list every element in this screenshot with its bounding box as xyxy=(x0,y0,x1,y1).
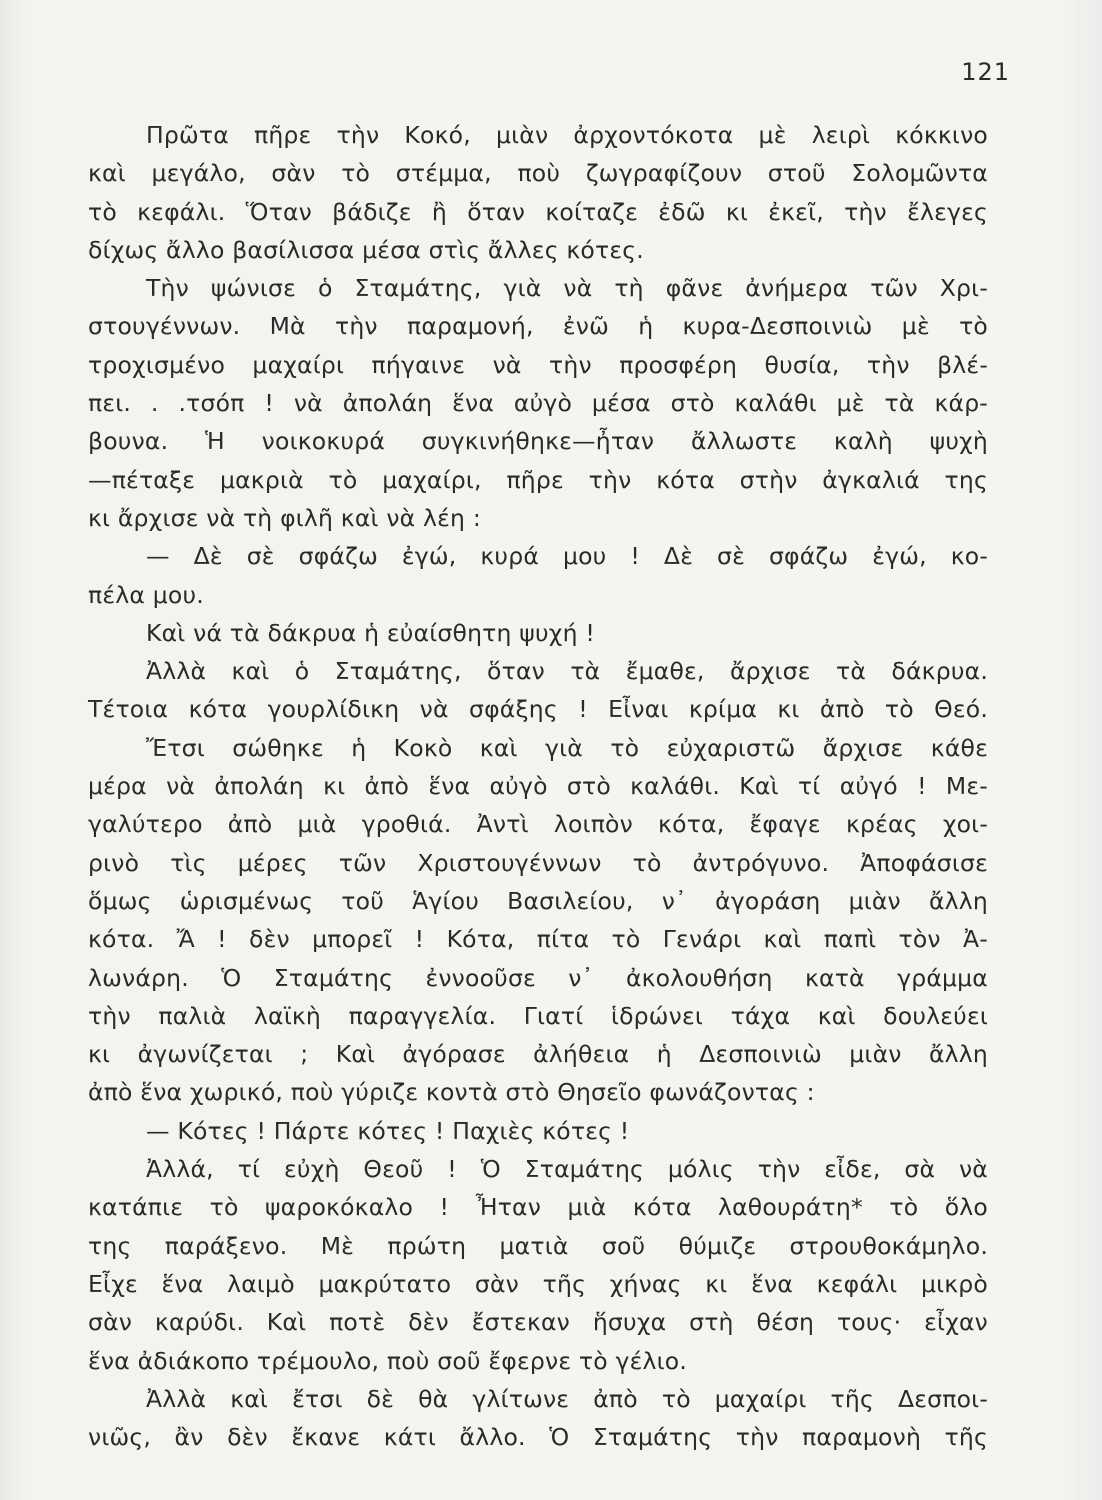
text-line: ἕνα ἀδιάκοπο τρέμουλο, ποὺ σοῦ ἔφερνε τὸ γέλιο. xyxy=(88,1346,688,1375)
text-line: Καὶ νά τὰ δάκρυα ἡ εὐαίσθητη ψυχή ! xyxy=(146,618,595,647)
text-line: κι ἀγωνίζεται ; Καὶ ἀγόρασε ἀλήθεια ἡ Δεσποινιὼ μιὰν ἄλλη xyxy=(88,1040,988,1069)
text-line: σὰν καρύδι. Καὶ ποτὲ δὲν ἔστεκαν ἥσυχα στὴ θέση τους· εἶχαν xyxy=(88,1308,988,1337)
text-line: κι ἄρχισε νὰ τὴ φιλῆ καὶ νὰ λέη : xyxy=(88,503,481,532)
text-line: ρινὸ τὶς μέρες τῶν Χριστουγέννων τὸ ἀντρόγυνο. Ἀποφάσισε xyxy=(88,848,988,877)
text-line: Ἀλλὰ καὶ ἔτσι δὲ θὰ γλίτωνε ἀπὸ τὸ μαχαίρι τῆς Δεσποι- xyxy=(146,1384,988,1413)
text-line: γαλύτερο ἀπὸ μιὰ γροθιά. Ἀντὶ λοιπὸν κότα, ἔφαγε κρέας χοι- xyxy=(88,810,988,839)
text-line: βουνα. Ἡ νοικοκυρά συγκινήθηκε—ἦταν ἄλλωστε καλὴ ψυχὴ xyxy=(88,427,988,456)
text-line: δίχως ἄλλο βασίλισσα μέσα στὶς ἄλλες κότες. xyxy=(88,235,644,264)
text-line: Ἔτσι σώθηκε ἡ Κοκὸ καὶ γιὰ τὸ εὐχαριστῶ ἄρχισε κάθε xyxy=(146,733,988,762)
text-line: Τὴν ψώνισε ὁ Σταμάτης, γιὰ νὰ τὴ φᾶνε ἀνήμερα τῶν Χρι- xyxy=(146,274,988,303)
text-line: πει. . .τσόπ ! νὰ ἀπολάη ἕνα αὐγὸ μέσα στὸ καλάθι μὲ τὰ κάρ- xyxy=(88,389,988,418)
text-line: ὅμως ὡρισμένως τοῦ Ἁγίου Βασιλείου, ν᾽ ἀγοράση μιὰν ἄλλη xyxy=(88,886,988,915)
text-line: ἀπὸ ἕνα χωρικό, ποὺ γύριζε κοντὰ στὸ Θησεῖο φωνάζοντας : xyxy=(88,1078,815,1107)
text-line: τροχισμένο μαχαίρι πήγαινε νὰ τὴν προσφέρη θυσία, τὴν βλέ- xyxy=(88,350,988,379)
page-number: 121 xyxy=(961,58,1010,86)
text-line: — Κότες ! Πάρτε κότες ! Παχιὲς κότες ! xyxy=(146,1116,630,1145)
text-line: Ἀλλά, τί εὐχὴ Θεοῦ ! Ὁ Σταμάτης μόλις τὴν εἶδε, σὰ νὰ xyxy=(146,1155,988,1184)
text-line: — Δὲ σὲ σφάζω ἐγώ, κυρά μου ! Δὲ σὲ σφάζω ἐγώ, κο- xyxy=(146,542,988,571)
text-line: —πέταξε μακριὰ τὸ μαχαίρι, πῆρε τὴν κότα στὴν ἀγκαλιά της xyxy=(88,465,988,494)
text-line: πέλα μου. xyxy=(88,580,204,609)
text-line: τὸ κεφάλι. Ὅταν βάδιζε ἢ ὅταν κοίταζε ἐδῶ κι ἐκεῖ, τὴν ἔλεγες xyxy=(88,197,988,226)
body-text xyxy=(88,116,988,1456)
text-line: κότα. Ἄ ! δὲν μπορεῖ ! Κότα, πίτα τὸ Γενάρι καὶ παπὶ τὸν Ἀ- xyxy=(88,925,988,954)
text-line: στουγέννων. Μὰ τὴν παραμονή, ἐνῶ ἡ κυρα-Δεσποινιὼ μὲ τὸ xyxy=(88,312,988,341)
text-line: Τέτοια κότα γουρλίδικη νὰ σφάξης ! Εἶναι κρίμα κι ἀπὸ τὸ Θεό. xyxy=(88,695,988,724)
text-line: καὶ μεγάλο, σὰν τὸ στέμμα, ποὺ ζωγραφίζουν στοῦ Σολομῶντα xyxy=(88,159,988,188)
text-line: Ἀλλὰ καὶ ὁ Σταμάτης, ὅταν τὰ ἔμαθε, ἄρχισε τὰ δάκρυα. xyxy=(146,657,988,686)
text-line: κατάπιε τὸ ψαροκόκαλο ! Ἦταν μιὰ κότα λαθουράτη* τὸ ὅλο xyxy=(88,1193,988,1222)
text-line: μέρα νὰ ἀπολάη κι ἀπὸ ἕνα αὐγὸ στὸ καλάθι. Καὶ τί αὐγό ! Με- xyxy=(88,772,988,801)
text-line: Πρῶτα πῆρε τὴν Κοκό, μιὰν ἀρχοντόκοτα μὲ λειρὶ κόκκινο xyxy=(146,121,988,149)
text-line: λωνάρη. Ὁ Σταμάτης ἐννοοῦσε ν᾽ ἀκολουθήση κατὰ γράμμα xyxy=(88,963,988,992)
text-line: της παράξενο. Μὲ πρώτη ματιὰ σοῦ θύμιζε στρουθοκάμηλο. xyxy=(88,1231,988,1260)
text-line: Εἶχε ἕνα λαιμὸ μακρύτατο σὰν τῆς χήνας κι ἕνα κεφάλι μικρὸ xyxy=(88,1269,988,1298)
text-line: νιῶς, ἂν δὲν ἔκανε κάτι ἄλλο. Ὁ Σταμάτης τὴν παραμονὴ τῆς xyxy=(88,1423,988,1452)
text-line: τὴν παλιὰ λαϊκὴ παραγγελία. Γιατί ἱδρώνει τάχα καὶ δουλεύει xyxy=(88,1001,988,1030)
